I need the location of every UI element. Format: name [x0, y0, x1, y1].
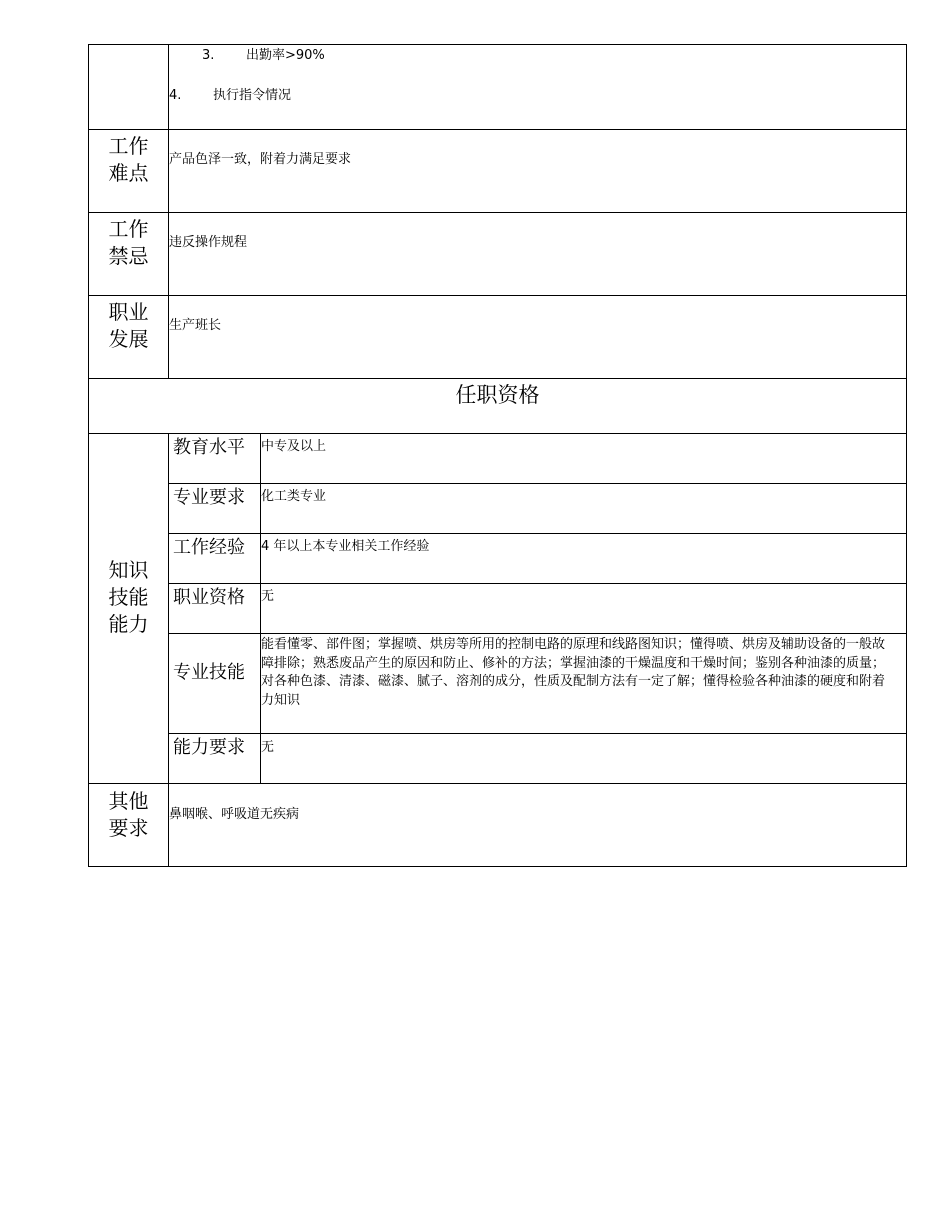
row-divider [88, 378, 907, 379]
row-divider [88, 433, 907, 434]
table-border-right [906, 44, 907, 867]
column-divider [168, 433, 169, 867]
column-divider [260, 433, 261, 784]
career-label-line2: 发展 [108, 327, 149, 351]
career-label-line1: 职业 [108, 300, 149, 324]
qualification-title: 任职资格 [455, 383, 540, 407]
experience-label: 工作经验 [173, 537, 245, 558]
ability-value: 无 [261, 740, 275, 755]
group-label-line3: 能力 [108, 612, 149, 636]
career-content: 生产班长 [169, 318, 222, 333]
education-label: 教育水平 [173, 437, 245, 458]
item3-text: 出勤率>90% [246, 48, 325, 63]
other-label-line2: 要求 [108, 816, 149, 840]
other-label [89, 784, 168, 846]
professional-skills-value: 能看懂零、部件图；掌握喷、烘房等所用的控制电路的原理和线路图知识；懂得喷、烘房及辅助设备的一般故障排除；熟悉废品产生的原因和防止、修补的方法；掌握油漆的干燥温度和干燥时间；鉴别各种油漆的质量；对各种色漆、清漆、磁漆、腻子、溶剂的成分，性质及配制方法有一定了解；懂得检验各种油漆的硬度和附着力知识 [261, 637, 886, 708]
other-content: 鼻咽喉、呼吸道无疾病 [169, 807, 300, 822]
major-label: 专业要求 [173, 487, 245, 508]
row-divider [168, 583, 907, 584]
item3-number: 3. [202, 48, 215, 63]
professional-skills-label: 专业技能 [173, 662, 245, 683]
certification-label: 职业资格 [173, 587, 245, 608]
item4-number: 4. [169, 88, 182, 103]
row-divider [168, 633, 907, 634]
row-divider [168, 483, 907, 484]
row-divider [88, 783, 907, 784]
row-divider [88, 129, 907, 130]
knowledge-skill-ability-label [89, 555, 168, 640]
difficulty-content: 产品色泽一致，附着力满足要求 [169, 152, 352, 167]
group-label-line1: 知识 [108, 558, 149, 582]
row-divider [168, 733, 907, 734]
experience-value: 4 年以上本专业相关工作经验 [261, 539, 430, 554]
certification-value: 无 [261, 589, 275, 604]
row-divider [88, 295, 907, 296]
table-border-top [88, 44, 907, 45]
row-divider [168, 533, 907, 534]
row-divider [88, 212, 907, 213]
taboo-label [89, 213, 168, 273]
difficulty-label-line1: 工作 [108, 134, 149, 158]
other-label-line1: 其他 [108, 789, 149, 813]
item4-text: 执行指令情况 [213, 88, 292, 103]
group-label-line2: 技能 [108, 585, 149, 609]
major-value: 化工类专业 [261, 489, 327, 504]
difficulty-label-line2: 难点 [108, 161, 149, 185]
ability-label: 能力要求 [173, 737, 245, 758]
career-label [89, 296, 168, 356]
difficulty-label [89, 130, 168, 190]
education-value: 中专及以上 [261, 439, 327, 454]
taboo-label-line1: 工作 [108, 217, 149, 241]
taboo-label-line2: 禁忌 [108, 244, 149, 268]
taboo-content: 违反操作规程 [169, 235, 248, 250]
table-border-bottom [88, 866, 907, 867]
